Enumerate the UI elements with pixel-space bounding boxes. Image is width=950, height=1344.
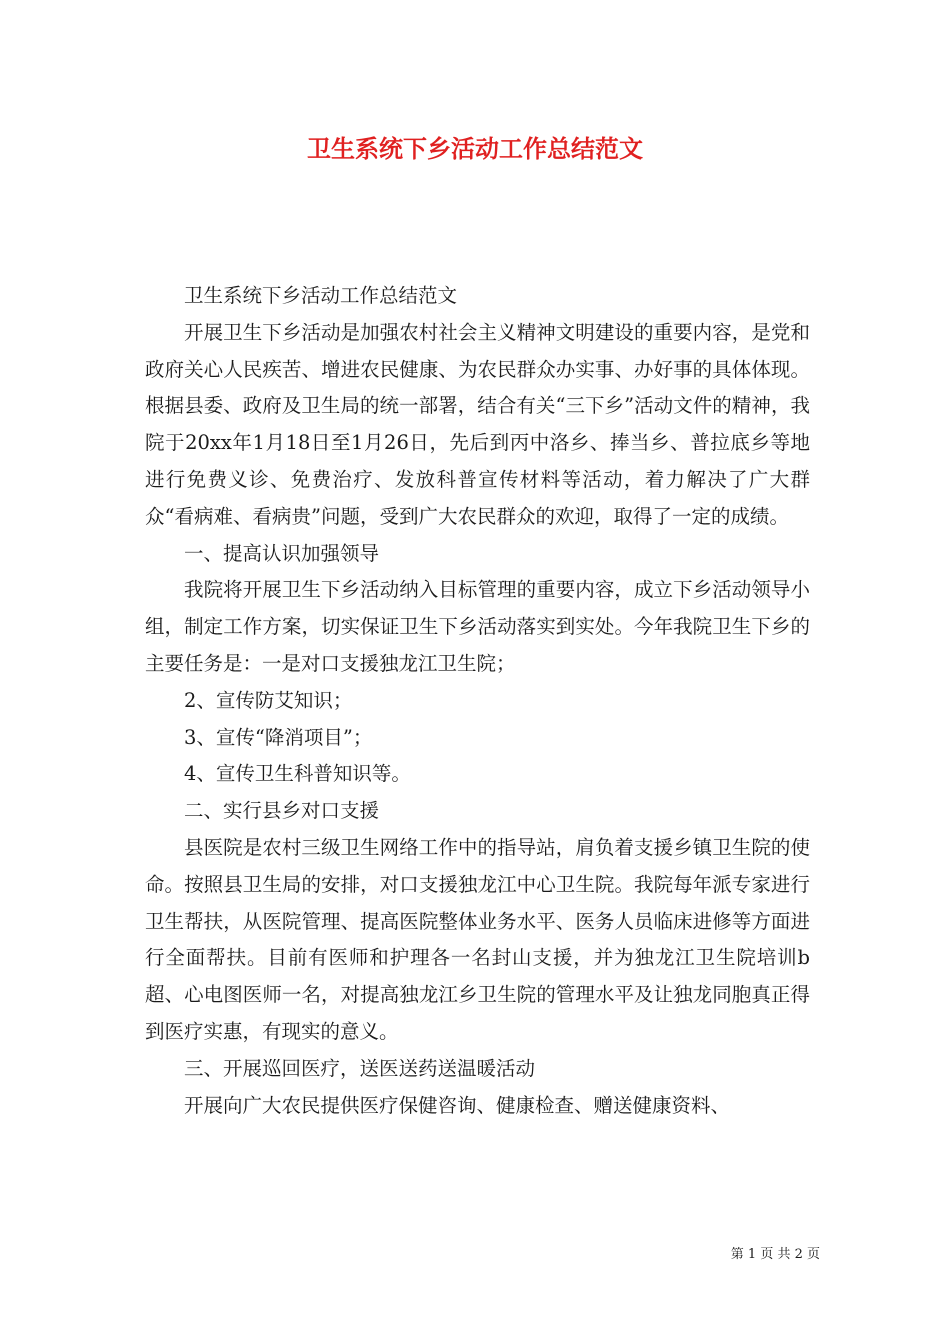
- list-item-4: 4、宣传卫生科普知识等。: [184, 762, 411, 786]
- paragraph-section-1: 我院将开展卫生下乡活动纳入目标管理的重要内容，成立下乡活动领导小组，制定工作方案，切实保证卫生下乡活动落实到实处。今年我院卫生下乡的主要任务是：一是对口支援独龙江卫生院；: [145, 578, 810, 675]
- section-heading-1: 一、提高认识加强领导: [184, 541, 380, 565]
- paragraph-subtitle: 卫生系统下乡活动工作总结范文: [184, 284, 458, 307]
- page-number-indicator: 第 1 页 共 2 页: [730, 1247, 820, 1262]
- paragraph-section-2: 县医院是农村三级卫生网络工作中的指导站，肩负着支援乡镇卫生院的使命。按照县卫生局的安排，对口支援独龙江中心卫生院。我院每年派专家进行卫生帮扶，从医院管理、提高医院整体业务水平、医务人员临床进修等方面进行全面帮扶。目前有医师和护理各一名封山支援，并为独龙江卫生院培训b超、心电图医师一名，对提高独龙江乡卫生院的管理水平及让独龙同胞真正得到医疗实惠，有现实的意义。: [145, 835, 810, 1043]
- document-body: [145, 278, 810, 1124]
- paragraph-intro: 开展卫生下乡活动是加强农村社会主义精神文明建设的重要内容，是党和政府关心人民疾苦、增进农民健康、为农民群众办实事、办好事的具体体现。根据县委、政府及卫生局的统一部署，结合有关“三下乡”活动文件的精神，我院于20xx年1月18日至1月26日，先后到丙中洛乡、捧当乡、普拉底乡等地进行免费义诊、免费治疗、发放科普宣传材料等活动，着力解决了广大群众“看病难、看病贵”问题，受到广大农民群众的欢迎，取得了一定的成绩。: [145, 320, 810, 528]
- list-item-3: 3、宣传“降消项目”；: [184, 725, 373, 749]
- paragraph-section-3: 开展向广大农民提供医疗保健咨询、健康检查、赠送健康资料、: [184, 1093, 731, 1117]
- section-heading-2: 二、实行县乡对口支援: [184, 799, 380, 823]
- document-title: 卫生系统下乡活动工作总结范文: [307, 134, 643, 163]
- section-heading-3: 三、开展巡回医疗，送医送药送温暖活动: [184, 1056, 536, 1080]
- list-item-2: 2、宣传防艾知识；: [184, 688, 353, 712]
